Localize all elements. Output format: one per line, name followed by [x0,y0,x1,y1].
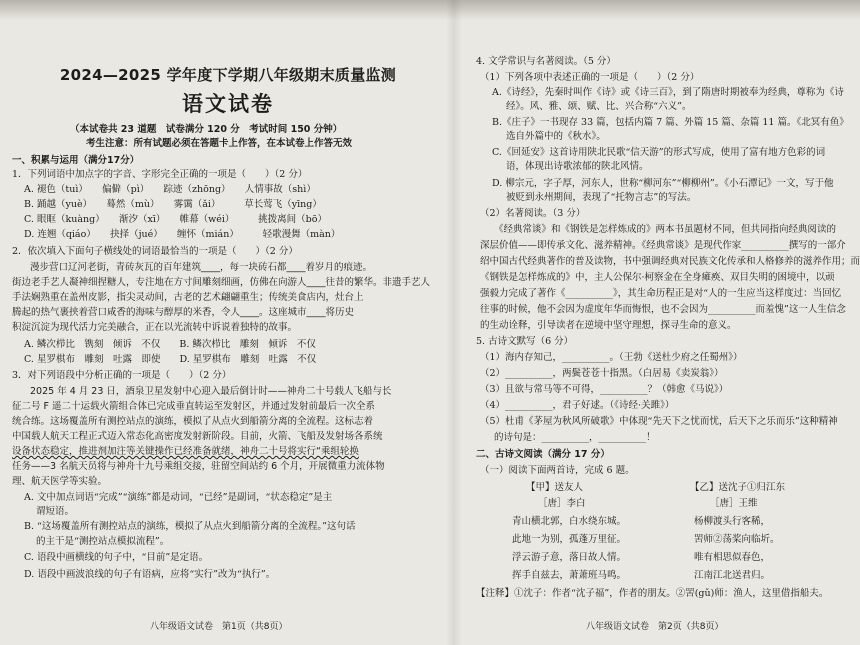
left-text-line: A. 文中加点词语“完成”“演练”都是动词，“已经”是副词，“状态稳定”是主 [24,492,333,503]
left-text-line: 理、航天医学等实验。 [12,476,108,487]
right-text-line: 的诗句是：__________，__________！ [494,432,656,443]
right-text-line: 罟师②荡桨向临圻。 [694,534,780,545]
right-text-line: 【甲】送友人 [526,482,584,493]
right-text-line: （一）阅读下面两首诗，完成 6 题。 [480,465,635,476]
left-text-line: B. 踊越（yuè） 蓦然（mù） 雾霭（ǎi） 草长莺飞（yīng） [24,199,322,210]
left-text-line: 考生注意：所有试题必须在答题卡上作答，在本试卷上作答无效 [86,138,353,149]
right-text-line: 语，体现出诗歌浓郁的陕北风情。 [506,161,649,172]
right-text-line: 二、古诗文阅读（满分 17 分） [476,449,610,460]
right-text-line: A.《诗经》，先秦时叫作《诗》或《诗三百》，到了隋唐时期被奉为经典，尊称为《诗 [492,87,844,98]
right-text-line: （4）__________，君子好逑。（《诗经·关雎》） [480,400,675,411]
left-text-line: 腾起的热气裹挟着营口咸香的海味与醇厚的米香，令人____。这座城市____将历史 [12,307,355,318]
left-text-line: 一、积累与运用（满分17分） [12,155,140,166]
right-text-line: 杨柳渡头行客稀， [694,516,771,527]
left-text-line: C. 语段中画横线的句子中，“目前”是定语。 [24,552,209,563]
left-text-line: 统合练。这场覆盖所有测控站点的演练，模拟了从点火到船箭分离的全流程。这标志着 [12,416,374,427]
right-text-line: （2）__________，两鬓苍苍十指黑。（白居易《卖炭翁》） [480,368,724,379]
exam-header-title: 2024—2025 学年度下学期八年级期末质量监测 [59,66,397,84]
right-text-line: 强毅力完成了著作《__________》，其生命历程正是对“人的一生应当这样度过：当回忆 [480,288,842,299]
right-text-line: （2）名著阅读。（3 分） [480,208,586,219]
left-text-line: 征二号 F 遥二十运载火箭组合体已完成垂直转运至发射区，并通过发射前最后一次全系 [12,401,376,412]
left-text-line: 任务——3 名航天员将与神舟十九号乘组交接，驻留空间站约 6 个月，开展微重力流体物 [12,461,385,472]
right-text-line: 【注释】①沈子：作者“沈子福”，作者的朋友。②罟(gǔ)师：渔人，这里借指船夫。 [476,588,829,599]
right-text-line: 此地一为别，孤蓬万里征。 [512,534,627,545]
left-text-line: D. 语段中画波浪线的句子有语病，应将“实行”改为“执行”。 [24,569,276,580]
left-text-line: 2．依次填入下面句子横线处的词语最恰当的一项是（ ）（2 分） [12,246,298,257]
left-text-line: 谓短语。 [36,506,75,517]
right-text-line: C.《回延安》这首诗用陕北民歌“信天游”的形式写成，使用了富有地方色彩的词 [492,147,826,158]
right-text-line: 4. 文学常识与名著阅读。（5 分） [476,56,616,67]
left-text-line: 设备状态稳定，推进剂加注等关键操作已经准备就绪，神舟二十号将实行“乘组轮换 [12,446,359,457]
right-text-line: 深层价值——即传承文化、滋养精神。《经典常谈》是现代作家__________撰写的一部介 [480,240,846,251]
right-text-line: 青山横北郭，白水绕东城。 [512,516,627,527]
left-text-line: 街边老手艺人凝神细捏糖人，专注地在方寸间雕刻细画，仿佛在向游人____往昔的繁华。非遗手艺人 [12,277,431,288]
left-text-line: 的主干是“测控站点模拟流程”。 [36,536,170,547]
left-text-line: A. 鳞次栉比 镌刻 倾诉 不仅 B. 鳞次栉比 雕刻 倾诉 不仅 [24,339,316,350]
right-text-line: 《钢铁是怎样炼成的》中，主人公保尔·柯察金在全身瘫痪、双目失明的困境中，以顽 [480,272,835,283]
right-text-line: 经》。风、雅、颂、赋、比、兴合称“六义”。 [506,101,692,112]
right-text-line: 往事的时候，他不会因为虚度年华而悔恨，也不会因为__________而羞愧”这一人生信念 [480,304,846,315]
right-text-line: 5. 古诗文默写（6 分） [476,336,574,347]
left-text-line: C. 眼眶（kuàng） 渐汐（xī） 帷幕（wéi） 挑拨离间（bō） [24,214,327,225]
right-text-line: （3）且欲与常马等不可得，__________？（韩愈《马说》） [480,384,729,395]
exam-subject-title: 语文试卷 [182,91,274,116]
right-text-line: ［唐］王维 [710,498,758,509]
left-text-line: C. 星罗棋布 雕刻 吐露 即使 D. 星罗棋布 雕刻 吐露 不仅 [24,354,317,365]
right-text-line: 唯有相思似春色， [694,552,771,563]
left-text-line: B. “这场覆盖所有测控站点的演练，模拟了从点火到船箭分离的全流程。”这句话 [24,521,356,532]
left-text-line: 手法娴熟重在盖州皮影，指尖灵动间，古老的艺术翩翩重生；传统美食店内，灶台上 [12,292,364,303]
left-text-line: 3．对下列语段中分析正确的一项是（ ）（2 分） [12,370,232,381]
right-text-line: （5）杜甫《茅屋为秋风所破歌》中体现“先天下之忧而忧，后天下之乐而乐”这种精神 [480,416,838,427]
left-text-line: A. 褪色（tuì） 偏僻（pì） 踪迹（zhōng） 人情事故（shì） [24,184,316,195]
right-text-line: B.《庄子》一书现存 33 篇，包括内篇 7 篇、外篇 15 篇、杂篇 11 篇。《北冥有鱼》 [492,117,849,128]
right-text-line: ［唐］李白 [538,498,586,509]
left-text-line: 1．下列词语中加点字的字音、字形完全正确的一项是（ ）（2 分） [12,169,308,180]
right-text-line: （1）下列各项中表述正确的一项是（ ）（2 分） [480,72,700,83]
page-1-footer: 八年级语文试卷 第1页（共8页） [150,622,288,632]
left-text-line: 中国载人航天工程正式迈入常态化高密度发射新阶段。目前，火箭、飞船及发射场各系统 [12,431,383,442]
right-text-line: 被贬到永州期间，表现了“托物言志”的写法。 [506,192,697,203]
right-text-line: 挥手自兹去，萧萧班马鸣。 [512,570,627,581]
left-text-line: 漫步营口辽河老街，青砖灰瓦的百年建筑____，每一块砖石都____着岁月的痕迹。 [30,262,373,273]
right-text-line: （1）海内存知己，__________。（王勃《送杜少府之任蜀州》） [480,352,743,363]
right-text-line: 绍中国古代经典著作的普及读物，书中强调经典对民族文化传承和人格修养的滋养作用；而 [480,256,860,267]
left-text-line: 2025 年 4 月 23 日，酒泉卫星发射中心迎入最后倒计时——神舟二十号载人飞船与长 [30,386,392,397]
page-2-footer: 八年级语文试卷 第2页（共8页） [586,622,724,632]
right-text-line: 的生动诠释，引导读者在逆境中坚守理想，探寻生命的意义。 [480,320,737,331]
right-text-line: 江南江北送君归。 [694,570,771,581]
left-text-line: D. 连翘（qiáo） 抉择（jué） 缠怀（mián） 轻歌漫舞（màn） [24,229,341,240]
page-2 [458,0,860,645]
right-text-line: 浮云游子意，落日故人情。 [512,552,627,563]
right-text-line: 【乙】送沈子①归江东 [690,482,786,493]
right-text-line: D. 柳宗元，字子厚，河东人，世称“柳河东”“柳柳州”。《小石潭记》一文，写于他 [492,178,834,189]
left-text-line: （本试卷共 23 道题 试卷满分 120 分 考试时间 150 分钟） [70,124,343,135]
right-text-line: 选自外篇中的《秋水》。 [506,131,606,142]
left-text-line: 积淀沉淀为现代活力完美融合，正在以光流转中诉说着独特的故事。 [12,322,298,333]
right-text-line: 《经典常谈》和《钢铁是怎样炼成的》两本书虽题材不同，但共同指向经典阅读的 [494,224,837,235]
